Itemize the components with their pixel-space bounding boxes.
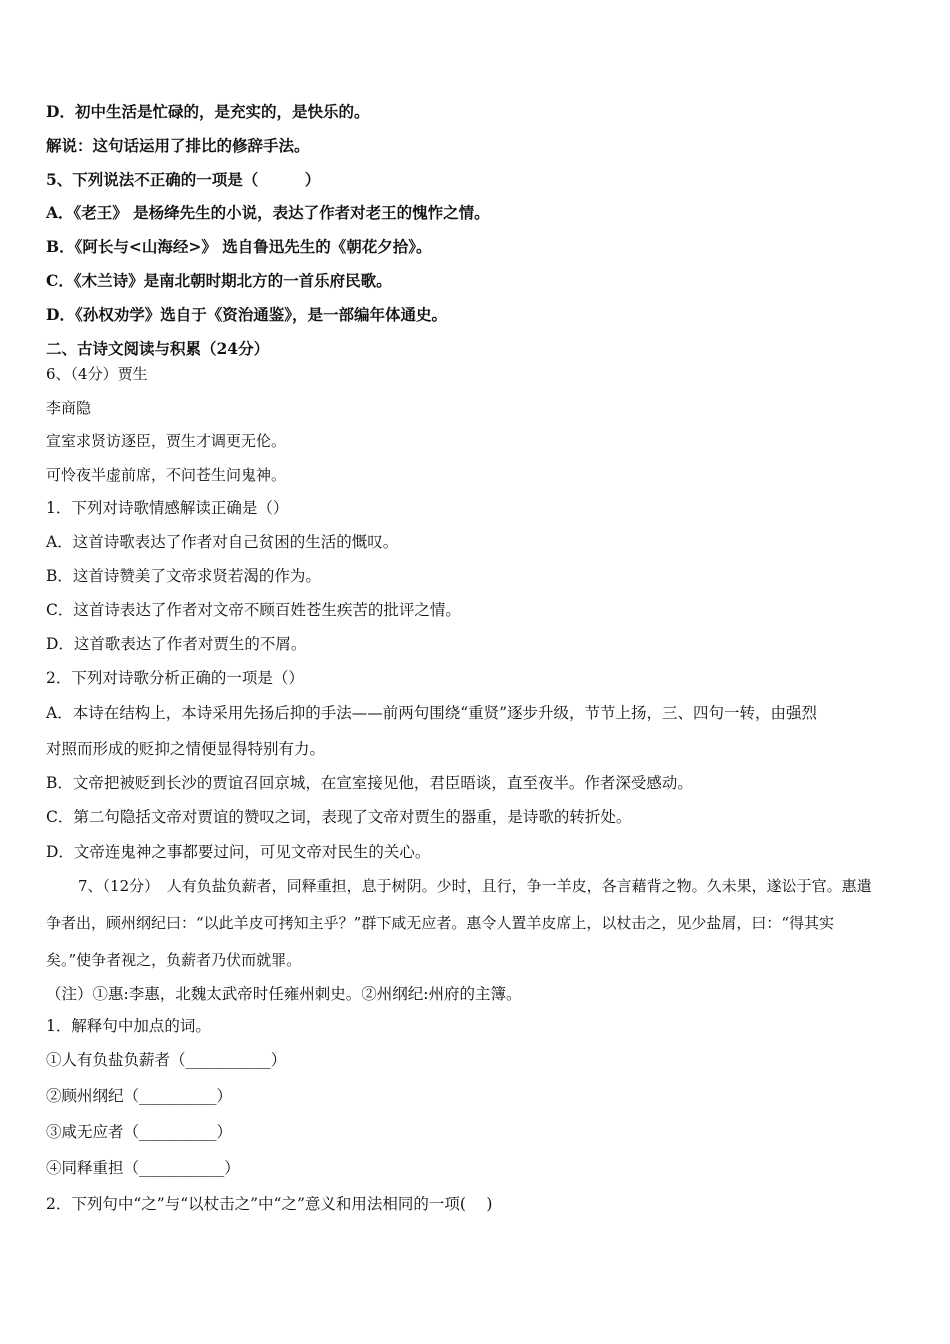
q7-note: （注）①惠:李惠，北魏太武帝时任雍州刺史。②州纲纪:州府的主簿。 bbox=[46, 985, 522, 1003]
section2-heading: 二、古诗文阅读与积累（24分） bbox=[46, 339, 270, 358]
q7-passage-line2: 争者出，顾州纲纪曰：“以此羊皮可拷知主乎？”群下咸无应者。惠令人置羊皮席上，以杖击之，见少盐屑，曰：“得其实 bbox=[46, 914, 835, 932]
q4-option-d: D．初中生活是忙碌的，是充实的，是快乐的。 bbox=[46, 102, 370, 121]
q6-sub1-option-a: A．这首诗歌表达了作者对自己贫困的生活的慨叹。 bbox=[46, 533, 399, 551]
q5-option-c: C．《木兰诗》是南北朝时期北方的一首乐府民歌。 bbox=[46, 271, 392, 290]
q6-poem-line-2: 可怜夜半虚前席，不问苍生问鬼神。 bbox=[46, 466, 287, 484]
q7-sub1-item-4: ④同释重担（___________） bbox=[46, 1159, 240, 1177]
q7-sub1-item-1: ①人有负盐负薪者（___________） bbox=[46, 1051, 287, 1069]
q5-stem: 5、下列说法不正确的一项是（ ） bbox=[46, 170, 321, 189]
q6-sub1-option-b: B．这首诗赞美了文帝求贤若渴的作为。 bbox=[46, 567, 321, 585]
q6-sub1-option-d: D．这首歌表达了作者对贾生的不屑。 bbox=[46, 635, 307, 653]
q6-sub1-option-c: C．这首诗表达了作者对文帝不顾百姓苍生疾苦的批评之情。 bbox=[46, 601, 461, 619]
q5-option-b: B．《阿长与<山海经>》 选自鲁迅先生的《朝花夕拾》。 bbox=[46, 237, 432, 256]
q6-sub2-stem: 2．下列对诗歌分析正确的一项是（） bbox=[46, 669, 304, 687]
q6-sub2-option-d: D．文帝连鬼神之事都要过问，可见文帝对民生的关心。 bbox=[46, 843, 431, 861]
q6-poem-line-1: 宣室求贤访逐臣，贾生才调更无伦。 bbox=[46, 432, 287, 450]
q7-sub1-item-2: ②顾州纲纪（__________） bbox=[46, 1087, 233, 1105]
q6-author: 李商隐 bbox=[46, 399, 92, 417]
q7-passage-line3: 矣。”使争者视之，负薪者乃伏而就罪。 bbox=[46, 951, 302, 969]
q7-passage-line1: 7、（12分） 人有负盐负薪者，同释重担，息于树阴。少时，且行，争一羊皮，各言藉背之物。久未果，遂讼于官。惠遣 bbox=[78, 877, 872, 895]
q6-sub2-option-c: C．第二句隐括文帝对贾谊的赞叹之词，表现了文帝对贾生的器重，是诗歌的转折处。 bbox=[46, 808, 632, 826]
q5-option-a: A．《老王》 是杨绛先生的小说，表达了作者对老王的愧怍之情。 bbox=[46, 203, 490, 222]
q6-sub1-stem: 1．下列对诗歌情感解读正确是（） bbox=[46, 499, 289, 517]
q5-option-d: D．《孙权劝学》选自于《资治通鉴》，是一部编年体通史。 bbox=[46, 305, 447, 324]
q7-sub1-stem: 1．解释句中加点的词。 bbox=[46, 1017, 211, 1035]
q6-sub2-option-a-line1: A．本诗在结构上，本诗采用先扬后抑的手法——前两句围绕“重贤”逐步升级，节节上扬，三、四句一转，由强烈 bbox=[46, 704, 818, 722]
q6-sub2-option-a-line2: 对照而形成的贬抑之情便显得特别有力。 bbox=[46, 740, 326, 758]
q4-explanation: 解说：这句话运用了排比的修辞手法。 bbox=[46, 136, 310, 155]
q6-sub2-option-b: B．文帝把被贬到长沙的贾谊召回京城，在宣室接见他，君臣晤谈，直至夜半。作者深受感动。 bbox=[46, 774, 693, 792]
q7-sub2-stem: 2．下列句中“之”与“以杖击之”中“之”意义和用法相同的一项( ) bbox=[46, 1195, 493, 1213]
q7-sub1-item-3: ③咸无应者（__________） bbox=[46, 1123, 233, 1141]
q6-stem: 6、（4分）贾生 bbox=[46, 365, 148, 383]
